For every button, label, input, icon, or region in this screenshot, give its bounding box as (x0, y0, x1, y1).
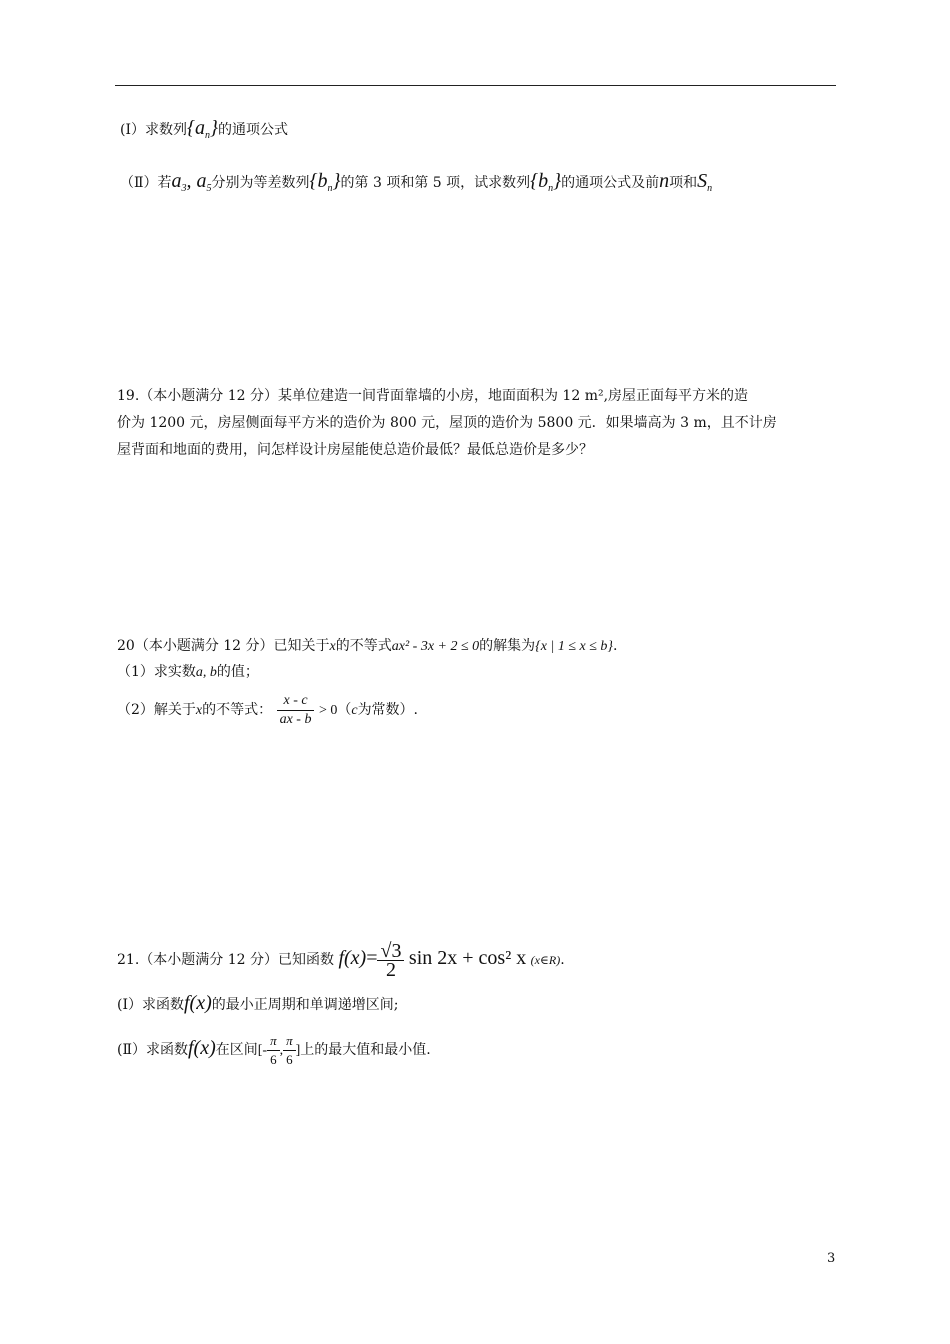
function-f: f(x) (338, 947, 367, 969)
inequality: ax² - 3x + 2 ≤ 0 (391, 639, 480, 654)
sqrt3-over-2: $\frac{√3}{2}$ (377, 942, 404, 979)
q21-head: 21.（本小题满分 12 分）已知函数 f(x)= $\frac{√3}{2}$ sin 2x + cos² x (x∈R). (117, 939, 565, 981)
page-number: 3 (827, 1251, 836, 1266)
seq-b-2: $\{b_n\}$ (530, 170, 562, 194)
q19-line1: 19.（本小题满分 12 分）某单位建造一间背面靠墙的小房，地面面积为 12 m²,房屋正面每平方米的造 (117, 388, 749, 404)
q18-part1: (Ⅰ）求数列$\{a_n\}$的通项公式 (120, 117, 288, 141)
var-n: n (659, 170, 670, 192)
q21-part1: (Ⅰ）求函数f(x)的最小正周期和单调递增区间; (117, 992, 399, 1014)
seq-a: $\{a_n\}$ (187, 117, 218, 141)
q19-line3: 屋背面和地面的费用，问怎样设计房屋能使总造价最低？最低总造价是多少？ (117, 442, 593, 458)
fraction: $\frac{x - c}{ax - b}$ (277, 692, 315, 729)
q20-head: 20（本小题满分 12 分）已知关于x的不等式ax² - 3x + 2 ≤ 0的解集为{x | 1 ≤ x ≤ b}. (117, 638, 618, 654)
q21-part2: (Ⅱ）求函数f(x)在区间[- $\frac{\pi}{6}$ , $\frac{\pi}{6}$ ]上的最大值和最小值. (117, 1032, 431, 1067)
sum-sn: $S_n$ (697, 170, 713, 194)
q18-part2: （Ⅱ）若$a_3$, $a_5$分别为等差数列$\{b_n\}$的第 3 项和第 5 项，试求数列$\{b_n\}$的通项公式及前n项和$S_n$ (120, 170, 713, 194)
seq-b: $\{b_n\}$ (309, 170, 341, 194)
header-rule (115, 85, 836, 86)
solution-set: {x | 1 ≤ x ≤ b} (535, 639, 614, 654)
q20-part2: （2）解关于x的不等式： $\frac{x - c}{ax - b}$ > 0（c为常数）. (117, 692, 419, 727)
terms-a3-a5: $a_3$, $a_5$ (171, 170, 212, 194)
q20-part1: （1）求实数a, b的值； (117, 664, 259, 680)
q19-line2: 价为 1200 元，房屋侧面每平方米的造价为 800 元，屋顶的造价为 5800 元．如果墙高为 3 m，且不计房 (117, 415, 777, 431)
